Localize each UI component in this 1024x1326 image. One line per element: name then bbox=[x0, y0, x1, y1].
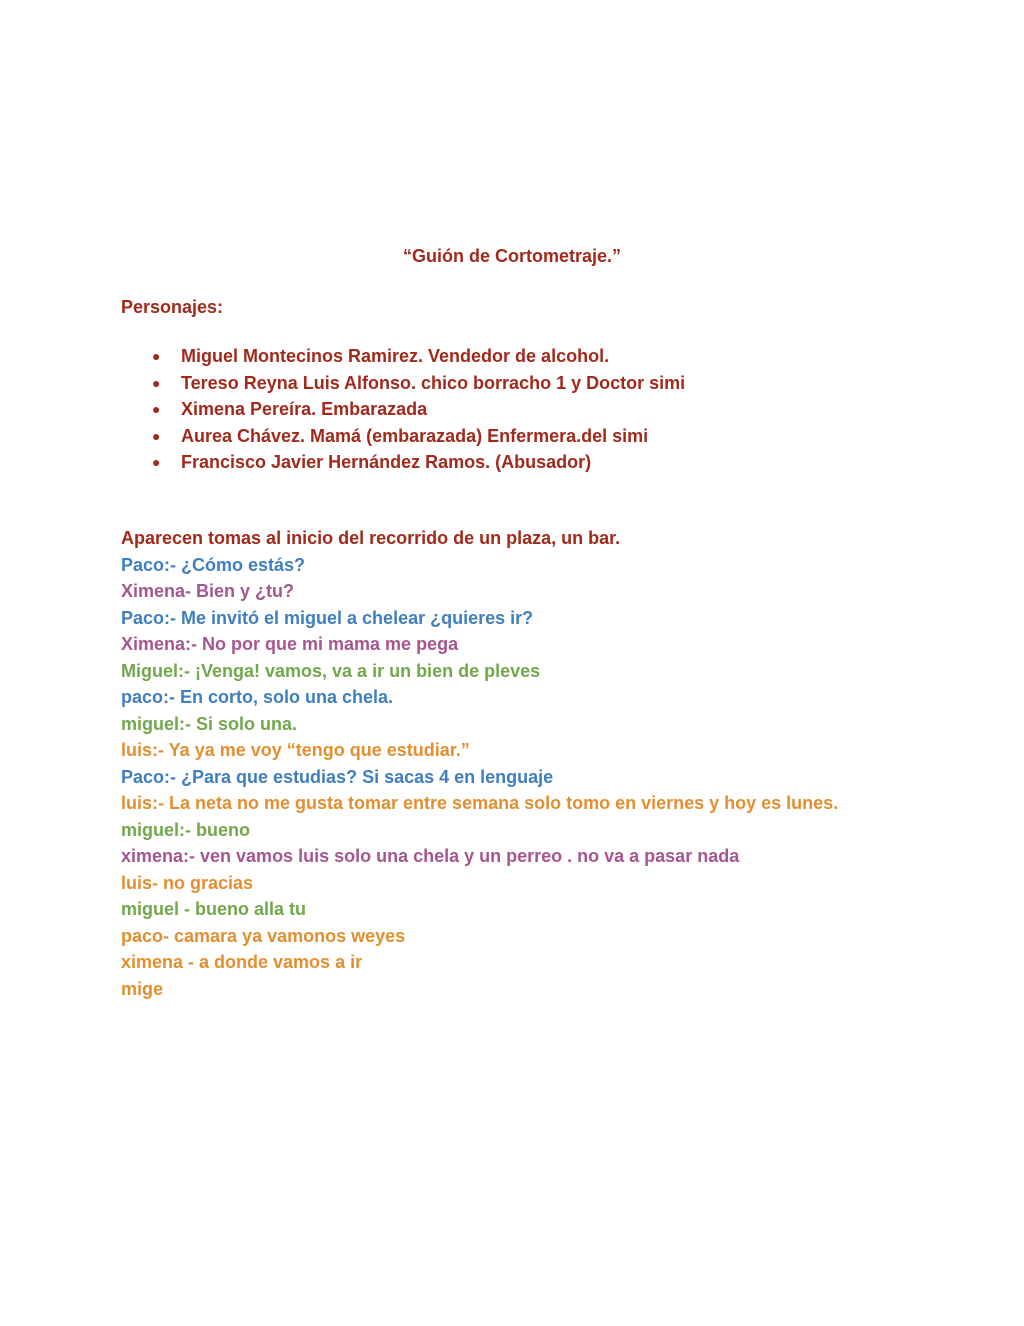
dialogue-line: mige bbox=[121, 978, 164, 999]
dialogue-line: paco:- En corto, solo una chela. bbox=[121, 687, 394, 707]
bullet-icon: ● bbox=[152, 374, 161, 391]
bullet-icon: ● bbox=[152, 454, 161, 471]
dialogue-line: Paco:- ¿Cómo estás? bbox=[121, 554, 306, 575]
document-title: “Guión de Cortometraje.” bbox=[402, 246, 622, 266]
dialogue-line: Ximena:- No por que mi mama me pega bbox=[121, 634, 459, 654]
character-item: ● Tereso Reyna Luis Alfonso. chico borracho 1 y Doctor simi bbox=[150, 370, 685, 397]
character-item: ● Miguel Montecinos Ramirez. Vendedor de alcohol. bbox=[150, 343, 685, 370]
bullet-icon: ● bbox=[152, 401, 161, 418]
bullet-icon: ● bbox=[152, 348, 161, 364]
dialogue-line: miguel:- bueno bbox=[121, 819, 250, 840]
dialogue-line: paco- camara ya vamonos weyes bbox=[121, 925, 406, 946]
dialogue-line: Paco:- Me invitó el miguel a chelear ¿quieres ir? bbox=[121, 607, 534, 628]
dialogue-line: Ximena- Bien y ¿tu? bbox=[121, 581, 295, 601]
scene-description: Aparecen tomas al inicio del recorrido de un plaza, un bar. bbox=[121, 528, 621, 548]
character-item: ● Aurea Chávez. Mamá (embarazada) Enfermera.del simi bbox=[150, 423, 685, 450]
dialogue-line: Miguel:- ¡Venga! vamos, va a ir un bien de pleves bbox=[121, 660, 541, 681]
dialogue-line: Paco:- ¿Para que estudias? Si sacas 4 en lenguaje bbox=[121, 766, 554, 787]
character-item: ● Francisco Javier Hernández Ramos. (Abusador) bbox=[150, 449, 685, 476]
character-item: ● Ximena Pereíra. Embarazada bbox=[150, 396, 685, 423]
bullet-icon: ● bbox=[152, 427, 161, 444]
dialogue-line: ximena - a donde vamos a ir bbox=[121, 952, 363, 972]
dialogue-line: miguel:- Si solo una. bbox=[121, 713, 298, 734]
script-body bbox=[121, 525, 901, 1002]
personajes-heading: Personajes: bbox=[121, 297, 224, 317]
dialogue-line: luis:- La neta no me gusta tomar entre semana solo tomo en viernes y hoy es lunes. bbox=[121, 793, 839, 813]
character-list bbox=[150, 343, 685, 476]
dialogue-line: ximena:- ven vamos luis solo una chela y un perreo . no va a pasar nada bbox=[121, 846, 740, 866]
dialogue-line: miguel - bueno alla tu bbox=[121, 899, 307, 919]
dialogue-line: luis:- Ya ya me voy “tengo que estudiar.” bbox=[121, 740, 470, 760]
dialogue-line: luis- no gracias bbox=[121, 872, 254, 893]
